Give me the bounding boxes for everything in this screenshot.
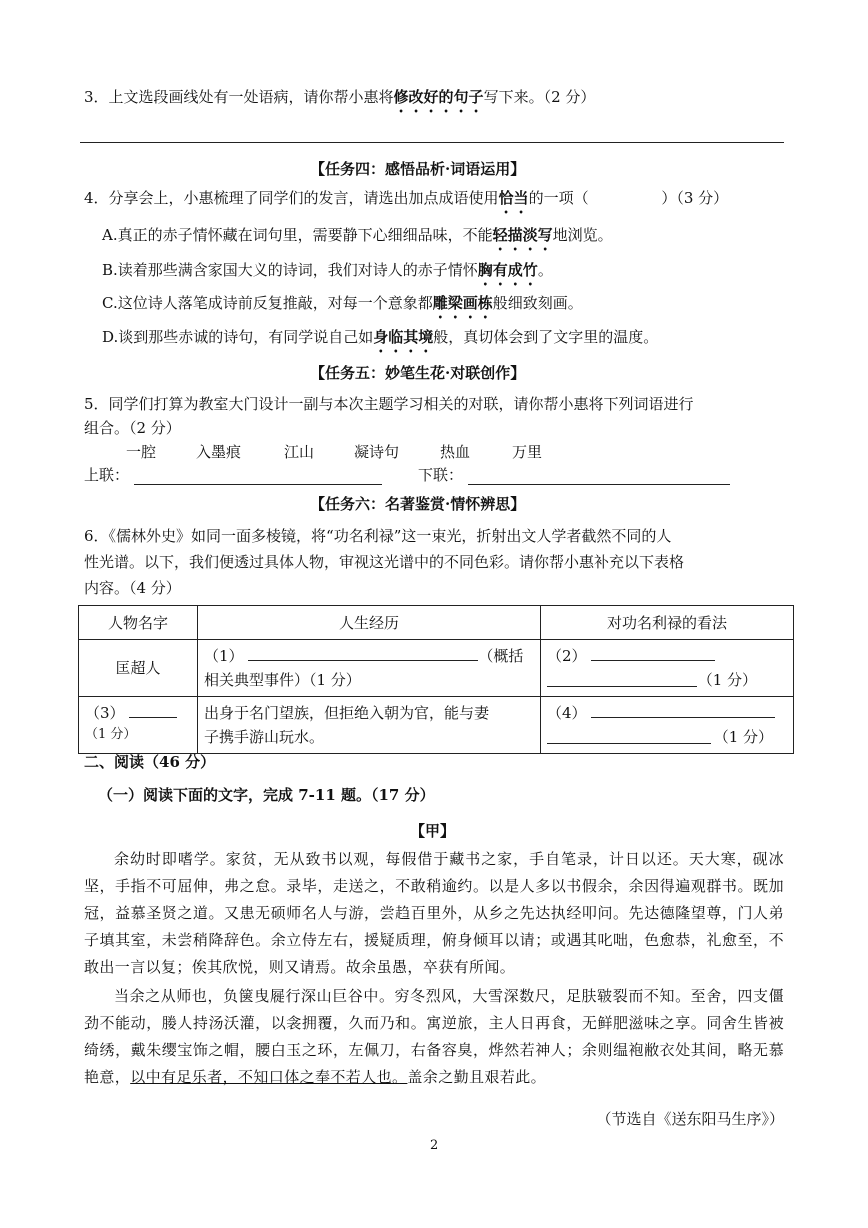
row1-view-blank[interactable] <box>591 646 715 661</box>
row2-name-number: （3） <box>85 704 125 722</box>
q4-emphasis: 恰当 <box>498 189 529 207</box>
q5-line-1: 5．同学们打算为教室大门设计一副与本次主题学习相关的对联，请你帮小惠将下列词语进行 <box>84 395 694 413</box>
question-3 <box>84 88 595 116</box>
option-c-idiom: 雕梁画栋 <box>432 294 493 312</box>
option-a-tail: 地浏览。 <box>552 226 613 244</box>
header-view: 对功名利禄的看法 <box>541 606 794 640</box>
q4-option-b[interactable] <box>102 261 553 289</box>
option-d-idiom: 身临其境 <box>373 328 434 346</box>
row2-name-blank[interactable] <box>129 703 177 718</box>
row1-view-score: （1 分） <box>697 671 757 689</box>
row2-exp-line1: 出身于名门望族，但拒绝入朝为官，能与妻 <box>204 704 490 722</box>
row1-exp-blank[interactable] <box>248 646 478 661</box>
task4-title: 【任务四：感悟品析·词语运用】 <box>310 160 526 178</box>
q5-word-2: 入墨痕 <box>196 443 242 461</box>
task5-title: 【任务五：妙笔生花·对联创作】 <box>310 364 526 382</box>
q5-word-1: 一腔 <box>126 443 157 461</box>
option-c-text: C.这位诗人落笔成诗前反复推敲，对每一个意象都 <box>102 294 433 312</box>
passage-paragraph-2 <box>84 983 784 1091</box>
option-d-text: D.谈到那些赤诚的诗句，有同学说自己如 <box>102 328 374 346</box>
row2-name-score: （1 分） <box>85 727 137 742</box>
question-4 <box>84 189 784 217</box>
q5-word-5: 热血 <box>440 443 471 461</box>
header-name: 人物名字 <box>79 606 198 640</box>
row1-name: 匡超人 <box>79 640 198 697</box>
passage-jia-label: 【甲】 <box>410 822 456 840</box>
upper-couplet-label: 上联： <box>84 466 130 484</box>
q3-text-post: 写下来。（2 分） <box>483 88 596 106</box>
task6-title: 【任务六：名著鉴赏·情怀辨思】 <box>310 495 526 513</box>
option-c-tail: 般细致刻画。 <box>492 294 583 312</box>
option-b-tail: 。 <box>537 261 553 279</box>
q5-word-6: 万里 <box>512 443 543 461</box>
row2-view-blank-2[interactable] <box>547 729 711 744</box>
q4-text-pre: 4．分享会上，小惠梳理了同学们的发言，请选出加点成语使用 <box>84 189 499 207</box>
page-number: 2 <box>430 1138 439 1153</box>
row2-view-score: （1 分） <box>713 728 773 746</box>
q4-option-c[interactable] <box>102 294 583 322</box>
row1-view <box>541 640 794 697</box>
p2-tail: 盖余之勤且艰若此。 <box>407 1068 547 1086</box>
row1-exp-line2: 相关典型事件）（1 分） <box>204 671 361 689</box>
row1-exp-number: （1） <box>204 647 244 665</box>
part1-title: （一）阅读下面的文字，完成 7-11 题。（17 分） <box>98 786 435 804</box>
row2-view-number: （4） <box>547 704 587 722</box>
q4-text-post: 的一项（ <box>528 189 589 207</box>
option-a-text: A.真正的赤子情怀藏在词句里，需要静下心细细品味，不能 <box>102 226 493 244</box>
option-b-text: B.读着那些满含家国大义的诗词，我们对诗人的赤子情怀 <box>102 261 478 279</box>
q6-line-2: 性光谱。以下，我们便透过具体人物，审视这光谱中的不同色彩。请你帮小惠补充以下表格 <box>84 553 685 571</box>
q3-text-pre: 3．上文选段画线处有一处语病，请你帮小惠将 <box>84 88 394 106</box>
q5-word-3: 江山 <box>284 443 315 461</box>
p2-underlined-sentence: 以中有足乐者，不知口体之奉不若人也。 <box>130 1068 408 1086</box>
q5-line-2: 组合。（2 分） <box>84 419 181 437</box>
option-b-idiom: 胸有成竹 <box>477 261 538 279</box>
row1-view-blank-2[interactable] <box>547 672 697 687</box>
q3-answer-line[interactable] <box>80 142 784 143</box>
row1-experience <box>198 640 541 697</box>
p2-text: 当余之从师也，负箧曳屣行深山巨谷中。穷冬烈风，大雪深数尺，足肤皲裂而不知。至舍，四支僵劲不能动，媵人持汤沃灌，以衾拥覆，久而乃和。寓逆旅，主人日再食，无鲜肥滋味之享。同舍生皆被绮绣，戴朱缨宝饰之帽，腰白玉之环，左佩刀，右备容臭，烨然若神人；余则缊袍敝衣处其间，略无慕艳意， <box>84 987 784 1086</box>
q4-option-a[interactable] <box>102 226 613 254</box>
lower-couplet-blank[interactable] <box>468 484 730 485</box>
option-a-idiom: 轻描淡写 <box>492 226 553 244</box>
passage-paragraph-1: 余幼时即嗜学。家贫，无从致书以观，每假借于藏书之家，手自笔录，计日以还。天大寒，砚冰坚，手指不可屈伸，弗之怠。录毕，走送之，不敢稍逾约。以是人多以书假余，余因得遍观群书。既加冠，益慕圣贤之道。又患无硕师名人与游，尝趋百里外，从乡之先达执经叩问。先达德隆望尊，门人弟子填其室，未尝稍降辞色。余立侍左右，援疑质理，俯身倾耳以请；或遇其叱咄，色愈恭，礼愈至，不敢出一言以复；俟其欣悦，则又请焉。故余虽愚，卒获有所闻。 <box>84 850 784 976</box>
row2-view <box>541 697 794 754</box>
q3-emphasis: 修改好的句子 <box>393 88 484 106</box>
row2-experience <box>198 697 541 754</box>
row1-exp-tail: （概括 <box>478 647 524 665</box>
row2-name <box>79 697 198 754</box>
option-d-tail: 般，真切体会到了文字里的温度。 <box>433 328 659 346</box>
row1-view-number: （2） <box>547 647 587 665</box>
upper-couplet-blank[interactable] <box>134 484 382 485</box>
q5-word-4: 凝诗句 <box>354 443 400 461</box>
row2-view-blank[interactable] <box>591 703 775 718</box>
q4-option-d[interactable] <box>102 328 658 356</box>
q6-line-1: 6．《儒林外史》如同一面多棱镜，将“功名利禄”这一束光，折射出文人学者截然不同的人 <box>84 527 672 545</box>
q6-table <box>78 605 794 754</box>
section2-title: 二、阅读（46 分） <box>84 753 216 771</box>
q6-line-3: 内容。（4 分） <box>84 579 181 597</box>
passage-source: （节选自《送东阳马生序》） <box>596 1110 784 1128</box>
lower-couplet-label: 下联： <box>418 466 464 484</box>
header-experience: 人生经历 <box>198 606 541 640</box>
row2-exp-line2: 子携手游山玩水。 <box>204 728 325 746</box>
q4-score: ）（3 分） <box>661 189 729 207</box>
